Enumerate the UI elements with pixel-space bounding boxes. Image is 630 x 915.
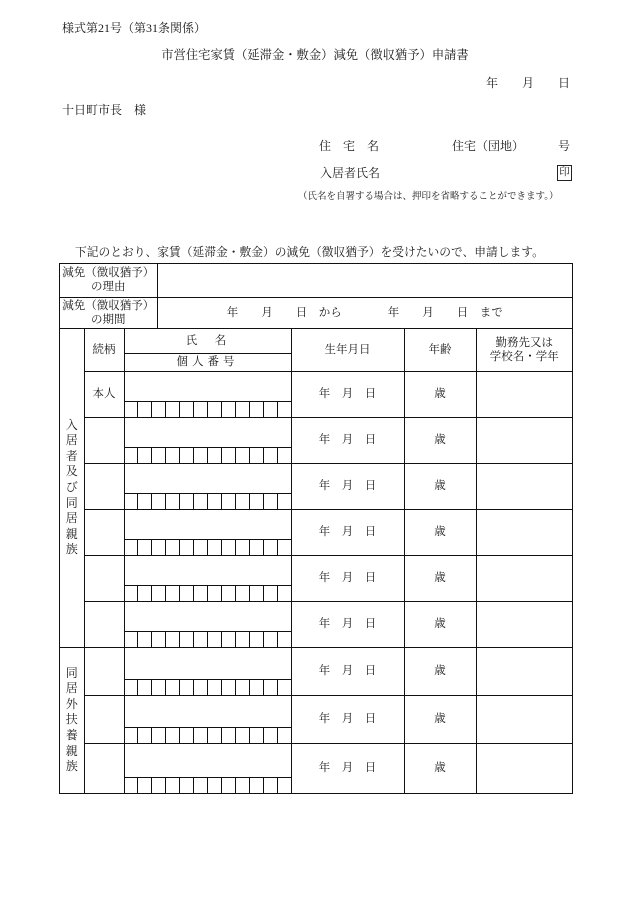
request-table xyxy=(60,264,572,328)
digit-box xyxy=(235,402,249,417)
digit-box xyxy=(179,494,193,509)
digit-box xyxy=(151,448,165,463)
housing-complex-label: 住宅（団地） xyxy=(452,139,525,153)
digit-box xyxy=(137,448,151,463)
workplace-field xyxy=(476,555,572,601)
relation-cell xyxy=(84,743,124,793)
seal-mark: 印 xyxy=(557,165,572,181)
individual-number-field xyxy=(124,539,291,555)
digit-box xyxy=(165,494,179,509)
digit-box xyxy=(165,632,179,647)
digit-box xyxy=(125,728,138,743)
digit-box xyxy=(207,402,221,417)
individual-number-boxes xyxy=(125,540,291,555)
household-header-row xyxy=(60,329,572,353)
birth-date-header: 生年月日 xyxy=(291,329,404,371)
reason-label-line-1: 減免（徴収猶予） xyxy=(62,267,155,280)
birth-date-cell: 年 月 日 xyxy=(291,647,404,695)
relation-cell xyxy=(84,695,124,743)
digit-box xyxy=(207,632,221,647)
digit-box xyxy=(277,778,291,793)
household-row xyxy=(60,509,572,539)
name-field xyxy=(124,601,291,631)
digit-box xyxy=(207,586,221,601)
unit-number-label: 号 xyxy=(558,139,571,153)
resident-group-label: 入居者及び同居親族 xyxy=(65,417,78,557)
digit-box xyxy=(249,448,263,463)
digit-box xyxy=(235,728,249,743)
relation-header: 続柄 xyxy=(84,329,124,371)
signature-note: （氏名を自署する場合は、押印を省略することができます。） xyxy=(298,192,559,202)
digit-box xyxy=(151,402,165,417)
digit-box xyxy=(125,586,138,601)
digit-box xyxy=(221,586,235,601)
digit-box xyxy=(193,778,207,793)
digit-box xyxy=(263,778,277,793)
individual-number-boxes xyxy=(125,680,291,695)
relation-cell: 本人 xyxy=(84,371,124,417)
age-cell: 歳 xyxy=(404,417,476,463)
individual-number-boxes xyxy=(125,402,291,417)
digit-box xyxy=(235,632,249,647)
digit-box xyxy=(125,778,138,793)
resident-name-label: 入居者氏名 xyxy=(320,166,381,180)
period-row xyxy=(60,297,572,328)
birth-date-cell: 年 月 日 xyxy=(291,555,404,601)
individual-number-field xyxy=(124,727,291,743)
digit-box xyxy=(277,632,291,647)
digit-box xyxy=(165,448,179,463)
digit-box xyxy=(151,632,165,647)
relation-cell xyxy=(84,555,124,601)
digit-box xyxy=(263,402,277,417)
digit-box xyxy=(235,680,249,695)
digit-box xyxy=(249,586,263,601)
digit-box xyxy=(249,680,263,695)
name-field xyxy=(124,743,291,777)
relation-cell xyxy=(84,417,124,463)
workplace-header-line-1: 勤務先又は xyxy=(495,336,553,349)
individual-number-field xyxy=(124,493,291,509)
dependent-group-label-cell xyxy=(60,647,84,793)
digit-box xyxy=(137,680,151,695)
household-row xyxy=(60,601,572,631)
household-row xyxy=(60,555,572,585)
digit-box xyxy=(179,402,193,417)
digit-box xyxy=(193,632,207,647)
digit-box xyxy=(179,540,193,555)
household-row xyxy=(60,417,572,447)
name-field xyxy=(124,417,291,447)
digit-box xyxy=(221,680,235,695)
digit-box xyxy=(249,728,263,743)
digit-box xyxy=(193,728,207,743)
age-header: 年齢 xyxy=(404,329,476,371)
form-number: 様式第21号（第31条関係） xyxy=(62,21,207,35)
workplace-field xyxy=(476,695,572,743)
age-cell: 歳 xyxy=(404,743,476,793)
housing-name-label: 住 宅 名 xyxy=(319,139,380,153)
digit-box xyxy=(263,494,277,509)
workplace-header xyxy=(476,329,572,371)
relation-cell xyxy=(84,647,124,695)
digit-box xyxy=(179,632,193,647)
digit-box xyxy=(193,586,207,601)
digit-box xyxy=(277,402,291,417)
digit-box xyxy=(263,728,277,743)
digit-box xyxy=(179,778,193,793)
digit-box xyxy=(263,540,277,555)
digit-box xyxy=(221,728,235,743)
household-row xyxy=(60,695,572,727)
application-statement: 下記のとおり、家賃（延滞金・敷金）の減免（徴収猶予）を受けたいので、申請します。 xyxy=(75,246,544,259)
digit-box xyxy=(165,728,179,743)
digit-box xyxy=(125,680,138,695)
digit-box xyxy=(235,494,249,509)
name-field xyxy=(124,463,291,493)
digit-box xyxy=(277,494,291,509)
individual-number-field xyxy=(124,401,291,417)
digit-box xyxy=(235,778,249,793)
household-table xyxy=(60,329,572,793)
individual-number-field xyxy=(124,679,291,695)
digit-box xyxy=(193,540,207,555)
digit-box xyxy=(207,448,221,463)
digit-box xyxy=(207,680,221,695)
digit-box xyxy=(235,586,249,601)
digit-box xyxy=(151,778,165,793)
digit-box xyxy=(235,448,249,463)
digit-box xyxy=(137,778,151,793)
digit-box xyxy=(207,540,221,555)
name-field xyxy=(124,371,291,401)
individual-number-field xyxy=(124,777,291,793)
digit-box xyxy=(137,728,151,743)
workplace-field xyxy=(476,509,572,555)
digit-box xyxy=(179,448,193,463)
digit-box xyxy=(263,680,277,695)
digit-box xyxy=(263,448,277,463)
digit-box xyxy=(165,540,179,555)
digit-box xyxy=(165,680,179,695)
individual-number-field xyxy=(124,585,291,601)
workplace-field xyxy=(476,743,572,793)
digit-box xyxy=(249,632,263,647)
application-date: 年 月 日 xyxy=(485,76,570,90)
digit-box xyxy=(249,540,263,555)
digit-box xyxy=(277,540,291,555)
digit-box xyxy=(249,402,263,417)
addressee: 十日町市長 様 xyxy=(62,103,147,117)
digit-box xyxy=(125,494,138,509)
digit-box xyxy=(221,632,235,647)
digit-box xyxy=(137,540,151,555)
workplace-header-line-2: 学校名・学年 xyxy=(489,350,559,363)
household-section xyxy=(60,328,572,793)
individual-number-field xyxy=(124,631,291,647)
digit-box xyxy=(151,728,165,743)
relation-cell xyxy=(84,509,124,555)
digit-box xyxy=(235,540,249,555)
digit-box xyxy=(249,778,263,793)
digit-box xyxy=(277,448,291,463)
household-row xyxy=(60,371,572,401)
birth-date-cell: 年 月 日 xyxy=(291,601,404,647)
age-cell: 歳 xyxy=(404,647,476,695)
digit-box xyxy=(221,494,235,509)
age-cell: 歳 xyxy=(404,463,476,509)
age-cell: 歳 xyxy=(404,509,476,555)
application-table xyxy=(59,263,573,794)
digit-box xyxy=(165,586,179,601)
workplace-field xyxy=(476,601,572,647)
digit-box xyxy=(193,448,207,463)
name-header: 氏 名 xyxy=(124,329,291,353)
digit-box xyxy=(263,632,277,647)
digit-box xyxy=(179,728,193,743)
resident-group-label-cell xyxy=(60,329,84,647)
name-field xyxy=(124,555,291,585)
digit-box xyxy=(207,494,221,509)
birth-date-cell: 年 月 日 xyxy=(291,371,404,417)
name-field xyxy=(124,647,291,679)
digit-box xyxy=(263,586,277,601)
relation-cell xyxy=(84,601,124,647)
digit-box xyxy=(125,632,138,647)
birth-date-cell: 年 月 日 xyxy=(291,509,404,555)
birth-date-cell: 年 月 日 xyxy=(291,695,404,743)
age-cell: 歳 xyxy=(404,555,476,601)
digit-box xyxy=(137,632,151,647)
digit-box xyxy=(137,402,151,417)
digit-box xyxy=(277,586,291,601)
digit-box xyxy=(221,540,235,555)
workplace-field xyxy=(476,371,572,417)
reason-field xyxy=(157,264,572,297)
digit-box xyxy=(151,680,165,695)
birth-date-cell: 年 月 日 xyxy=(291,463,404,509)
workplace-field xyxy=(476,647,572,695)
period-label-cell xyxy=(60,297,157,328)
workplace-field xyxy=(476,463,572,509)
period-label-line-2: の期間 xyxy=(91,313,126,326)
birth-date-cell: 年 月 日 xyxy=(291,417,404,463)
digit-box xyxy=(125,540,138,555)
digit-box xyxy=(193,402,207,417)
birth-date-cell: 年 月 日 xyxy=(291,743,404,793)
digit-box xyxy=(249,494,263,509)
period-text: 年 月 日 から 年 月 日 まで xyxy=(226,306,503,319)
reason-row xyxy=(60,264,572,297)
age-cell: 歳 xyxy=(404,695,476,743)
individual-number-field xyxy=(124,447,291,463)
individual-number-header: 個人番号 xyxy=(124,353,291,371)
reason-label-line-2: の理由 xyxy=(91,281,126,294)
digit-box xyxy=(151,586,165,601)
name-field xyxy=(124,509,291,539)
digit-box xyxy=(165,402,179,417)
digit-box xyxy=(193,680,207,695)
workplace-field xyxy=(476,417,572,463)
individual-number-boxes xyxy=(125,728,291,743)
digit-box xyxy=(137,494,151,509)
digit-box xyxy=(221,448,235,463)
digit-box xyxy=(125,448,138,463)
dependent-group-label: 同居外扶養親族 xyxy=(65,665,78,774)
relation-cell xyxy=(84,463,124,509)
individual-number-boxes xyxy=(125,586,291,601)
digit-box xyxy=(277,680,291,695)
digit-box xyxy=(151,540,165,555)
digit-box xyxy=(193,494,207,509)
digit-box xyxy=(137,586,151,601)
digit-box xyxy=(221,778,235,793)
name-field xyxy=(124,695,291,727)
digit-box xyxy=(165,778,179,793)
digit-box xyxy=(151,494,165,509)
household-row xyxy=(60,743,572,777)
period-field xyxy=(157,297,572,328)
age-cell: 歳 xyxy=(404,371,476,417)
period-label-line-1: 減免（徴収猶予） xyxy=(62,299,155,312)
household-row xyxy=(60,647,572,679)
reason-label-cell xyxy=(60,264,157,297)
digit-box xyxy=(207,778,221,793)
age-cell: 歳 xyxy=(404,601,476,647)
digit-box xyxy=(221,402,235,417)
individual-number-boxes xyxy=(125,448,291,463)
individual-number-boxes xyxy=(125,632,291,647)
document-title: 市営住宅家賃（延滞金・敷金）減免（徴収猶予）申請書 xyxy=(161,48,469,62)
individual-number-boxes xyxy=(125,494,291,509)
household-row xyxy=(60,463,572,493)
digit-box xyxy=(179,586,193,601)
digit-box xyxy=(207,728,221,743)
digit-box xyxy=(277,728,291,743)
digit-box xyxy=(125,402,138,417)
individual-number-boxes xyxy=(125,778,291,793)
digit-box xyxy=(179,680,193,695)
